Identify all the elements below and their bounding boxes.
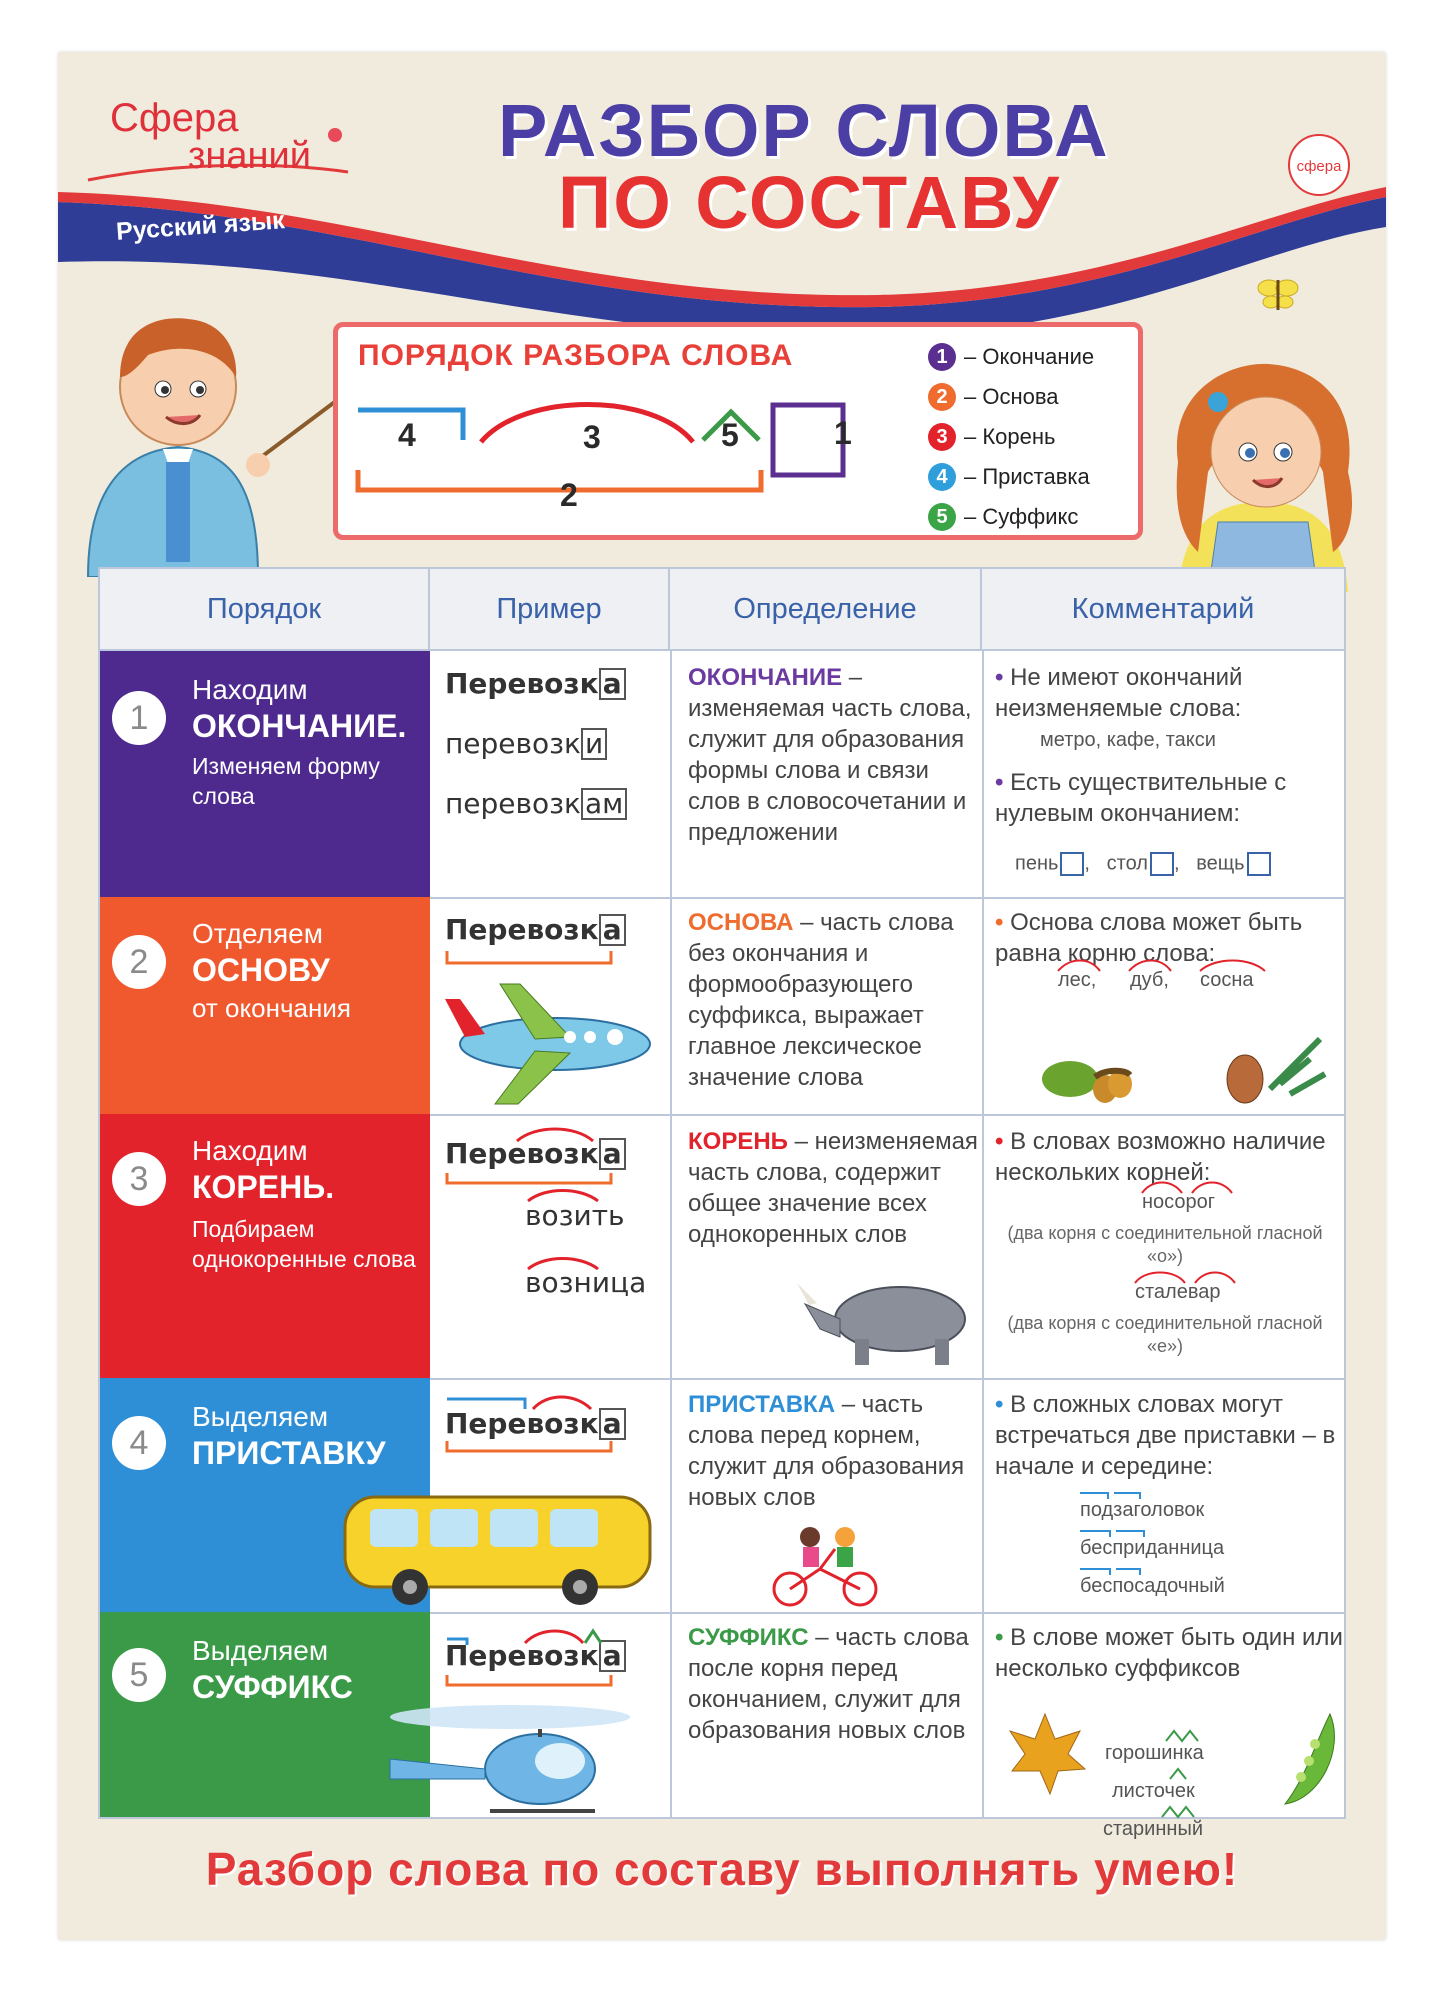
root-word: лес, [1058, 969, 1097, 991]
example-stem: Перевозк [445, 1407, 599, 1440]
comment-body: Не имеют окончаний неизменяемые слова: [995, 664, 1243, 722]
row-divider [430, 1114, 1344, 1116]
comment-body: В сложных словах могут встречаться две приставки – в начале и середине: [995, 1391, 1336, 1480]
parse-table [98, 567, 1346, 1840]
butterfly-icon [1253, 270, 1303, 320]
footer-slogan: Разбор слова по составу выполнять умею! [205, 1843, 1239, 1895]
legend-item [928, 497, 1094, 537]
example-ending: а [599, 1640, 626, 1672]
scheme-num-root: 3 [583, 419, 601, 455]
example-stem: Перевозк [445, 1137, 599, 1170]
helicopter-icon [370, 1699, 650, 1819]
maple-leaf-icon [1000, 1709, 1090, 1799]
legend-label: – Окончание [964, 344, 1095, 369]
double-prefix-word: беспосадочный [1080, 1575, 1225, 1597]
comment-text: • Не имеют окончаний неизменяемые слова: [995, 664, 1243, 722]
scheme-num-stem: 2 [560, 477, 578, 513]
step-verb: Выделяем [192, 1401, 329, 1432]
definition-term: ОКОНЧАНИЕ [688, 664, 843, 691]
zero-word: стол [1106, 852, 1148, 875]
suffix-word: листочек [1112, 1780, 1195, 1802]
comment-body: Основа слова может быть равна корню слова: [995, 909, 1303, 967]
zero-word: вещь [1196, 852, 1245, 875]
word-scheme-diagram [353, 382, 913, 532]
step-2-cell [100, 897, 430, 1114]
comment-text: • Основа слова может быть равна корню слова: [995, 909, 1303, 967]
legend-num: 4 [928, 463, 956, 491]
zero-ending-words: пень , стол , вещь [1015, 852, 1271, 876]
legend-item [928, 457, 1094, 497]
example-word [445, 913, 626, 946]
girl-illustration [1158, 352, 1373, 592]
definition-term: СУФФИКС [688, 1624, 809, 1651]
brand-line2: знаний [188, 135, 311, 177]
step-term: КОРЕНЬ. [192, 1169, 335, 1205]
definition-body: – часть слова перед корнем, служит для образования новых слов [688, 1391, 965, 1511]
column-divider [982, 651, 984, 1817]
header-order: Порядок [100, 569, 430, 651]
header-comment: Комментарий [982, 569, 1344, 651]
definition-term: ПРИСТАВКА [688, 1391, 836, 1418]
rhino-icon [795, 1269, 975, 1369]
legend-item [928, 337, 1094, 377]
root-arcs [1055, 957, 1275, 973]
step-term: ОКОНЧАНИЕ. [192, 708, 407, 744]
legend-label: – Суффикс [964, 504, 1079, 529]
step-number: 4 [112, 1416, 166, 1470]
step-number: 3 [112, 1152, 166, 1206]
root-word: дуб, [1130, 969, 1169, 991]
page-title-line1: РАЗБОР СЛОВА [498, 89, 1110, 172]
step-verb: Отделяем [192, 918, 323, 949]
definition-body: – неизменяемая часть слова, содержит общее значение всех однокоренных слов [688, 1128, 978, 1248]
root-word: сосна [1200, 969, 1254, 991]
definition-text [688, 1622, 978, 1746]
step-hint: Изменяем форму слова [192, 753, 380, 809]
example-word [445, 787, 627, 820]
pea-pod-icon [1275, 1709, 1345, 1809]
legend-num: 1 [928, 343, 956, 371]
header-example: Пример [430, 569, 670, 651]
root-stem-marks [445, 1125, 625, 1187]
comment-body: В словах возможно наличие нескольких корней: [995, 1128, 1326, 1186]
legend-item [928, 417, 1094, 457]
legend-item [928, 377, 1094, 417]
scheme-num-prefix: 4 [398, 417, 416, 453]
step-hint: от окончания [192, 993, 351, 1023]
step-term: ОСНОВУ [192, 952, 330, 988]
parse-order-title: ПОРЯДОК РАЗБОРА СЛОВА [358, 339, 794, 372]
suffix-marks [1160, 1727, 1260, 1827]
double-prefix-word: бесприданница [1080, 1537, 1225, 1559]
oak-acorn-icon [1040, 1039, 1140, 1109]
scheme-num-ending: 1 [834, 415, 852, 451]
step-number: 1 [112, 691, 166, 745]
suffix-stem-marks [445, 1625, 625, 1689]
kids-bicycle-icon [765, 1519, 885, 1609]
double-prefix-word: подзаголовок [1080, 1499, 1205, 1521]
root-arcs [1140, 1179, 1240, 1195]
comment-text: • В сложных словах могут встречаться две приставки – в начале и середине: [995, 1391, 1336, 1480]
related-root-arcs [520, 1187, 630, 1271]
example-ending: и [581, 728, 607, 760]
boy-teacher-illustration [68, 277, 368, 577]
example-stem: Перевозк [445, 667, 599, 700]
definition-text [688, 1126, 978, 1250]
related-word: возница [525, 1266, 647, 1299]
comment-body: Есть существительные с нулевым окончанием: [995, 769, 1287, 827]
comment-words: метро, кафе, такси [1040, 729, 1216, 751]
step-verb: Находим [192, 674, 308, 705]
example-ending: а [599, 668, 626, 700]
scheme-num-suffix: 5 [721, 417, 739, 453]
airplane-icon [440, 979, 660, 1109]
legend-label: – Основа [964, 384, 1059, 409]
example-ending: а [599, 1408, 626, 1440]
step-number: 5 [112, 1648, 166, 1702]
brand-dot-icon [328, 128, 342, 142]
row-divider [430, 897, 1344, 899]
suffix-word: горошинка [1105, 1742, 1204, 1764]
poster [58, 52, 1386, 1940]
prefix-marks [1078, 1489, 1198, 1589]
compound-note: (два корня с соединительной гласной «о») [1007, 1223, 1323, 1266]
compound-word: носорог [1142, 1191, 1216, 1213]
definition-body: – изменяемая часть слова, служит для образования формы слова и связи слов в словосочетании и предложении [688, 664, 972, 846]
definition-text [688, 662, 978, 848]
example-ending: а [599, 914, 626, 946]
sfera-logo-icon: сфера [1288, 134, 1350, 196]
stem-bracket-mark [445, 949, 615, 969]
comment-body: В слове может быть один или несколько суффиксов [995, 1624, 1343, 1682]
row-divider [430, 1612, 1344, 1614]
step-verb: Находим [192, 1135, 308, 1166]
subject-label: Русский язык [115, 206, 286, 246]
step-term: СУФФИКС [192, 1669, 353, 1705]
legend-label: – Приставка [964, 464, 1090, 489]
definition-term: ОСНОВА [688, 909, 794, 936]
comment-text: • В слове может быть один или несколько суффиксов [995, 1624, 1343, 1682]
zero-word: пень [1015, 852, 1059, 875]
parse-order-legend [928, 337, 1094, 537]
definition-body: – часть слова после корня перед окончанием, служит для образования новых слов [688, 1624, 969, 1744]
compound-note: (два корня с соединительной гласной «е») [1007, 1313, 1323, 1356]
parse-order-box [333, 322, 1143, 540]
page-title-line2: ПО СОСТАВУ [558, 161, 1061, 244]
compound-word: сталевар [1135, 1281, 1221, 1303]
comment-text: • В словах возможно наличие нескольких корней: [995, 1128, 1326, 1186]
brand-line1: Сфера [110, 96, 239, 140]
definition-text [688, 907, 978, 1093]
legend-num: 2 [928, 383, 956, 411]
column-divider [670, 651, 672, 1817]
example-stem: перевозк [445, 787, 581, 820]
example-stem: Перевозк [445, 1639, 599, 1672]
definition-body: – часть слова без окончания и формообразующего суффикса, выражает главное лексическое значение слова [688, 909, 954, 1091]
example-ending: ам [581, 788, 627, 820]
step-term: ПРИСТАВКУ [192, 1435, 386, 1471]
pine-cone-icon [1210, 1029, 1330, 1109]
example-ending: а [599, 1138, 626, 1170]
legend-label: – Корень [964, 424, 1056, 449]
prefix-root-marks [445, 1391, 625, 1455]
legend-num: 5 [928, 503, 956, 531]
step-hint: Подбираем однокоренные слова [192, 1216, 416, 1272]
step-1-cell [100, 651, 430, 897]
step-verb: Выделяем [192, 1635, 329, 1666]
comment-text: • Есть существительные с нулевым окончанием: [995, 769, 1287, 827]
suffix-word: старинный [1103, 1818, 1203, 1840]
definition-term: КОРЕНЬ [688, 1128, 788, 1155]
definition-text [688, 1389, 978, 1513]
example-word [445, 727, 607, 760]
example-word [445, 667, 626, 700]
header-definition: Определение [670, 569, 982, 651]
row-divider [430, 1378, 1344, 1380]
step-number: 2 [112, 935, 166, 989]
step-3-cell [100, 1114, 430, 1378]
example-stem: Перевозк [445, 913, 599, 946]
legend-num: 3 [928, 423, 956, 451]
root-arcs [1133, 1269, 1243, 1285]
related-word: возить [525, 1199, 625, 1232]
example-stem: перевозк [445, 727, 581, 760]
bus-icon [340, 1489, 660, 1609]
